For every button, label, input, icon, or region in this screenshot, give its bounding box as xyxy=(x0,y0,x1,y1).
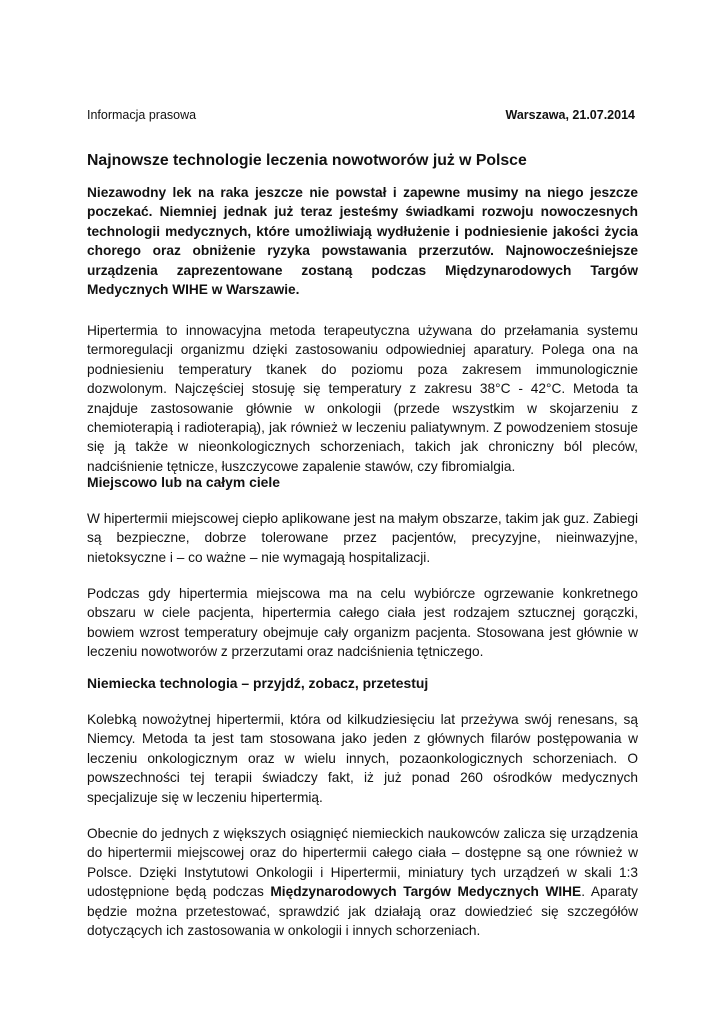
place-date: Warszawa, 21.07.2014 xyxy=(505,108,635,122)
spacer xyxy=(87,807,638,824)
lead-paragraph: Niezawodny lek na raka jeszcze nie powstał i zapewne musimy na niego jeszcze poczekać. Niemniej jednak już teraz jesteśmy świadkami rozwoju nowoczesnych technologii medycznych, które umożliwiają wydłużenie i podniesienie jakości życia chorego oraz obniżenie ryzyka powstawania przerzutów. Najnowocześniejsze urządzenia zaprezentowane zostaną podczas Międzynarodowych Targów Medycznych WIHE w Warszawie. xyxy=(87,185,638,298)
paragraph-text: Obecnie do jednych z większych osiągnięć niemieckich naukowców zalicza się urządzenia do hipertermii miejscowej oraz do hipertermii całego ciała – dostępne są one również w Polsce. Dzięki Instytutowi Onkologii i Hipertermii, miniatury tych urządzeń w skali 1:3 udostępnione będą podczas xyxy=(87,826,638,900)
intro-paragraph: Hipertermia to innowacyjna metoda terapeutyczna używana do przełamania systemu termoregulacji organizmu dzięki zastosowaniu odpowiedniej aparatury. Polega ona na podniesieniu temperatury tkanek do poziomu poza zakresem immunologicznie dozwolonym. Najczęściej stosuję się temperatury z zakresu 38°C - 42°C. Metoda ta znajduje zastosowanie głównie w onkologii (przede wszystkim w skojarzeniu z chemioterapią i radioterapią), jak również w leczeniu paliatywnym. Z powodzeniem stosuje się ją także w nieonkologicznych schorzeniach, takich jak chroniczny ból pleców, nadciśnienie tętnicze, łuszczycowe zapalenie stawów, czy fibromialgia. xyxy=(87,323,638,474)
spacer xyxy=(87,492,638,509)
paragraph-whole-body-hyperthermia: Podczas gdy hipertermia miejscowa ma na celu wybiórcze ogrzewanie konkretnego obszaru w ciele pacjenta, hipertermia całego ciała jest rodzajem sztucznej gorączki, bowiem wzrost temperatury obejmuje cały organizm pacjenta. Stosowana jest głównie w leczeniu nowotworów z przerzutami oraz nadciśnienia tętniczego. xyxy=(87,586,638,660)
spacer xyxy=(87,567,638,584)
section-heading-local-whole-body: Miejscowo lub na całym ciele xyxy=(87,474,280,490)
section-heading-german-technology: Niemiecka technologia – przyjdź, zobacz, przetestuj xyxy=(87,675,429,691)
paragraph-devices-in-poland xyxy=(87,824,638,942)
document-body xyxy=(87,183,638,942)
paragraph-local-hyperthermia: W hipertermii miejscowej ciepło aplikowane jest na małym obszarze, takim jak guz. Zabiegi są bezpieczne, dobrze tolerowane przez pacjentów, precyzyjne, nieinwazyjne, nietoksyczne i – co ważne – nie wymagają hospitalizacji. xyxy=(87,511,638,565)
spacer xyxy=(87,693,638,710)
paragraph-text: . Aparaty będzie można przetestować, sprawdzić jak działają oraz dowiedzieć się szczegółów dotyczących ich zastosowania w onkologii i innych schorzeniach. xyxy=(87,884,638,939)
press-release-label: Informacja prasowa xyxy=(87,108,197,122)
fair-name: Międzynarodowych Targów Medycznych WIHE xyxy=(270,884,582,900)
paragraph-germany-origin: Kolebką nowożytnej hipertermii, która od kilkudziesięciu lat przeżywa swój renesans, są Niemcy. Metoda ta jest tam stosowana jako jeden z głównych filarów postępowania w leczeniu onkologicznym oraz w wielu innych, pozaonkologicznych schorzeniach. O powszechności tej terapii świadczy fakt, iż już ponad 260 ośrodków medycznych specjalizuje się w leczeniu hipertermią. xyxy=(87,712,638,805)
spacer xyxy=(87,662,638,674)
document-title: Najnowsze technologie leczenia nowotworów już w Polsce xyxy=(87,152,527,169)
document-header xyxy=(87,106,635,124)
spacer xyxy=(87,299,638,321)
